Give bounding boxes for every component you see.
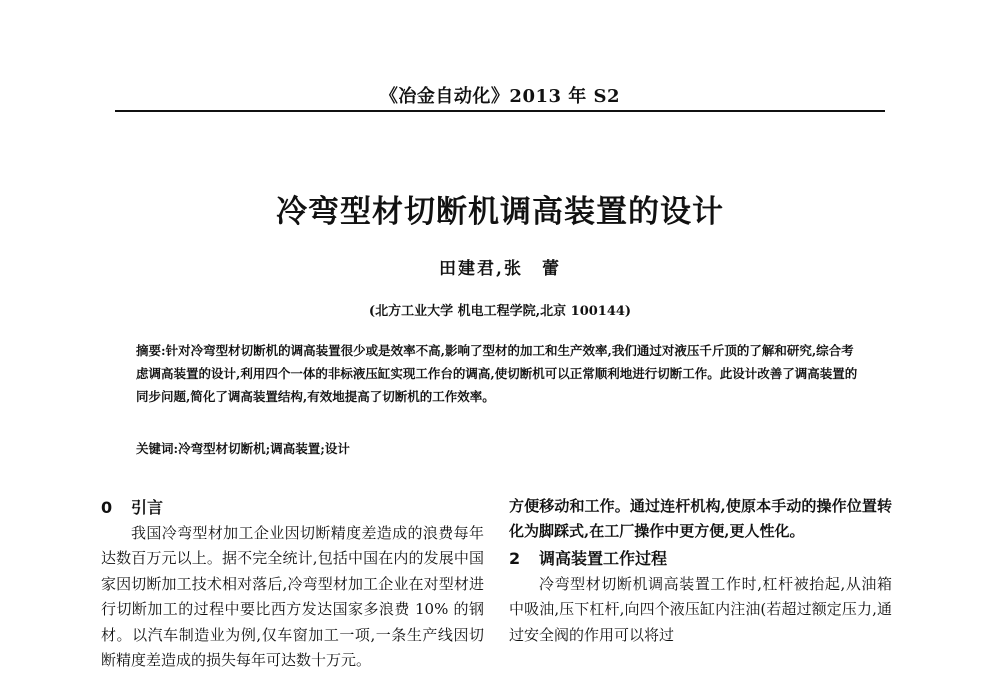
section-heading-process <box>509 545 892 572</box>
abstract <box>136 339 860 408</box>
section-heading-intro <box>101 494 484 521</box>
header-rule <box>115 110 885 112</box>
keywords <box>136 440 860 458</box>
process-paragraph: 冷弯型材切断机调高装置工作时,杠杆被抬起,从油箱中吸油,压下杠杆,向四个液压缸内注油(若超过额定压力,通过安全阀的作用可以将过 <box>509 574 892 644</box>
section-title: 引言 <box>131 498 164 517</box>
section-number: 2 <box>509 548 521 568</box>
section-title: 调高装置工作过程 <box>539 548 668 568</box>
intro-paragraph: 我国冷弯型材加工企业因切断精度差造成的浪费每年达数百万元以上。据不完全统计,包括中国在内的发展中国家因切断加工技术相对落后,冷弯型材加工企业在对型材进行切断加工的过程中要比西方发达国家多浪费 10% 的钢材。以汽车制造业为例,仅车窗加工一项,一条生产线因切断精度差造成的损失每年可达数十万元。 <box>101 524 484 670</box>
keywords-label: 关键词: <box>136 441 179 456</box>
authors: 田建君,张 蕾 <box>439 259 561 279</box>
abstract-text: 针对冷弯型材切断机的调高装置很少或是效率不高,影响了型材的加工和生产效率,我们通过对液压千斤顶的了解和研究,综合考虑调高装置的设计,利用四个一体的非标液压缸实现工作台的调高,使切断机可以正常顺利地进行切断工作。此设计改善了调高装置的同步问题,简化了调高装置结构,有效地提高了切断机的工作效率。 <box>136 343 858 404</box>
section-number: 0 <box>101 498 113 517</box>
journal-header: 《冶金自动化》2013 年 S2 <box>379 86 621 107</box>
continuation-paragraph: 方便移动和工作。通过连杆机构,使原本手动的操作位置转化为脚踩式,在工厂操作中更方便,更人性化。 <box>509 497 892 541</box>
keywords-text: 冷弯型材切断机;调高装置;设计 <box>178 441 350 456</box>
paper-title: 冷弯型材切断机调高装置的设计 <box>276 194 724 230</box>
abstract-label: 摘要: <box>136 343 166 358</box>
left-column <box>101 494 484 673</box>
affiliation: (北方工业大学 机电工程学院,北京 100144) <box>368 304 632 319</box>
right-column <box>509 494 892 648</box>
